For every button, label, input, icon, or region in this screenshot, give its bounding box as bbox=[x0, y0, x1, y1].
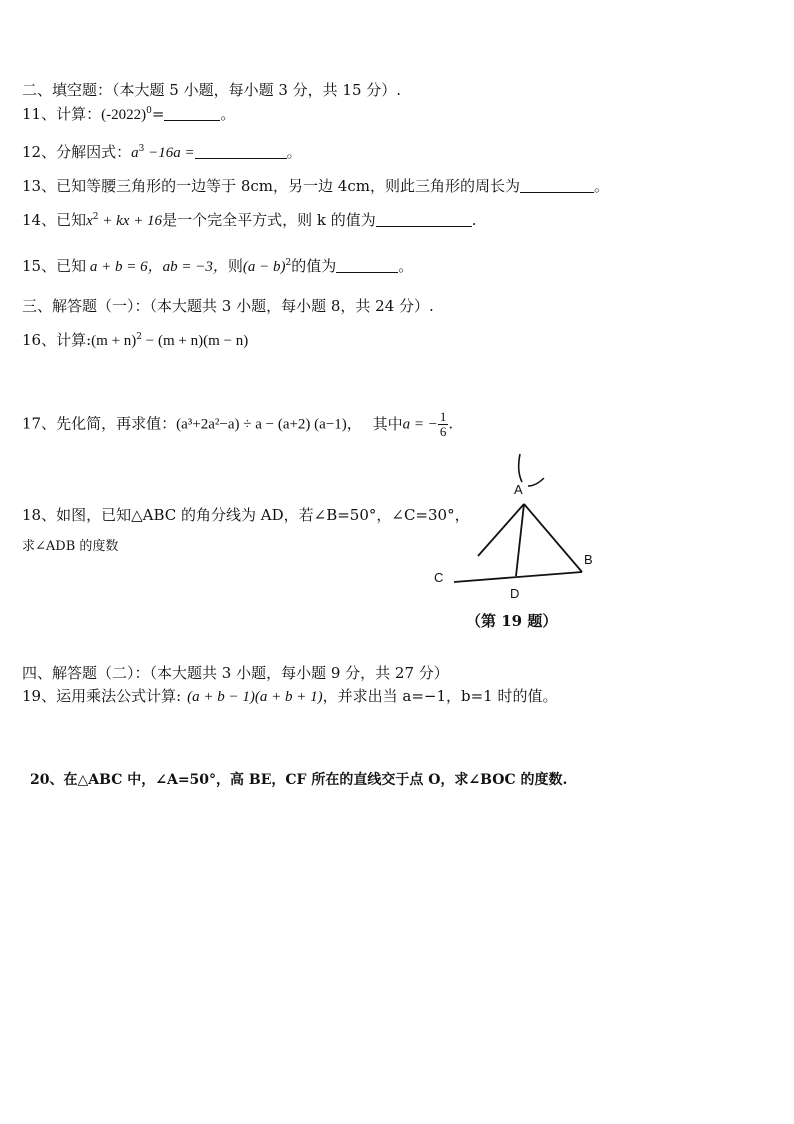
section-4-heading-text: 四、解答题（二）：（本大题共 3 小题，每小题 9 分，共 27 分） bbox=[22, 664, 449, 682]
section-3-heading-text: 三、解答题（一）：（本大题共 3 小题，每小题 8，共 24 分）. bbox=[22, 297, 434, 315]
section-4-heading bbox=[22, 663, 449, 683]
q14-end: . bbox=[471, 211, 477, 229]
label-B: B bbox=[584, 552, 593, 567]
side-AC bbox=[478, 504, 524, 556]
q13-answer-blank[interactable] bbox=[520, 178, 594, 193]
section-2-heading-text: 二、填空题：（本大题 5 小题，每小题 3 分，共 15 分）. bbox=[22, 81, 402, 99]
figure-caption: （第 19 题） bbox=[466, 612, 558, 630]
question-14 bbox=[22, 210, 476, 231]
q17-fraction bbox=[438, 410, 449, 439]
q14-expr-rest: + kx + 16 bbox=[98, 213, 163, 229]
q16-expr: (m + n) bbox=[91, 333, 137, 349]
pen-mark-2 bbox=[528, 478, 544, 486]
q12-expr-rest: −16a = bbox=[144, 145, 195, 161]
q18-text-2: 求∠ADB 的度数 bbox=[22, 539, 119, 554]
q16-label: 16、计算: bbox=[22, 331, 92, 349]
q16-exponent: 2 bbox=[136, 332, 143, 342]
q17-fraction-denominator: 6 bbox=[439, 424, 447, 439]
q13-end: 。 bbox=[593, 177, 609, 195]
q17-where: 其中 bbox=[372, 414, 403, 433]
question-11 bbox=[22, 104, 235, 125]
q14-label: 14、已知 bbox=[22, 211, 87, 229]
label-C: C bbox=[434, 570, 444, 585]
q19-label: 19、运用乘法公式计算: bbox=[22, 687, 182, 705]
q15-label: 15、已知 bbox=[22, 257, 87, 275]
question-15 bbox=[22, 256, 413, 277]
q17-fraction-numerator: 1 bbox=[439, 409, 447, 424]
side-CB bbox=[454, 572, 582, 582]
question-13 bbox=[22, 176, 609, 196]
question-18-line-2 bbox=[22, 537, 118, 557]
q12-answer-blank[interactable] bbox=[195, 144, 287, 159]
q17-expr: (a³+2a²−a) ÷ a − (a+2) (a−1)， bbox=[176, 416, 362, 433]
label-A: A bbox=[514, 482, 523, 497]
q14-x: x bbox=[86, 213, 93, 229]
question-20 bbox=[30, 770, 567, 790]
q14-tail: 是一个完全平方式，则 k 的值为 bbox=[162, 211, 376, 229]
q11-label: 11、计算： bbox=[22, 105, 102, 123]
q12-exponent: 3 bbox=[138, 144, 145, 154]
question-19 bbox=[22, 686, 558, 707]
pen-mark bbox=[519, 454, 522, 482]
q17-label: 17、先化简，再求值： bbox=[22, 414, 177, 433]
q13-text: 13、已知等腰三角形的一边等于 8cm，另一边 4cm，则此三角形的周长为 bbox=[22, 177, 520, 195]
question-16 bbox=[22, 330, 248, 351]
question-18-line-1 bbox=[22, 505, 470, 525]
q17-var: a = − bbox=[402, 416, 438, 433]
section-3-heading bbox=[22, 296, 434, 316]
q20-text: 20、在△ABC 中，∠A=50°，高 BE，CF 所在的直线交于点 O，求∠BOC 的度数. bbox=[30, 772, 568, 788]
q18-text-1: 18、如图，已知△ABC 的角分线为 AD，若∠B=50°，∠C=30°， bbox=[22, 506, 470, 524]
q15-condition: a + b = 6，ab = −3， bbox=[86, 259, 228, 275]
q15-answer-blank[interactable] bbox=[336, 258, 398, 273]
q15-mid: 则 bbox=[227, 257, 243, 275]
q15-end: 。 bbox=[398, 257, 414, 275]
q17-end: . bbox=[448, 414, 454, 433]
q11-exponent: 0 bbox=[146, 106, 152, 116]
bisector-AD bbox=[516, 504, 524, 576]
q14-exponent: 2 bbox=[92, 212, 99, 222]
side-AB bbox=[524, 504, 582, 572]
q19-tail: ，并求出当 a=−1，b=1 时的值。 bbox=[322, 687, 558, 705]
q14-answer-blank[interactable] bbox=[376, 212, 472, 227]
question-12 bbox=[22, 142, 302, 163]
q11-equals: = bbox=[151, 105, 165, 123]
q19-expr: (a + b − 1)(a + b + 1) bbox=[187, 689, 323, 705]
q16-expr-rest: − (m + n)(m − n) bbox=[142, 333, 249, 349]
section-2-heading bbox=[22, 80, 401, 100]
q15-exponent: 2 bbox=[285, 258, 292, 268]
question-17 bbox=[22, 410, 453, 439]
q15-tail: 的值为 bbox=[291, 257, 337, 275]
q11-end: 。 bbox=[220, 105, 236, 123]
q12-label: 12、分解因式： bbox=[22, 143, 132, 161]
q11-expr: (-2022) bbox=[101, 107, 147, 123]
q11-answer-blank[interactable] bbox=[164, 106, 220, 121]
label-D: D bbox=[510, 586, 520, 601]
q12-expr: a bbox=[131, 145, 139, 161]
q15-expr: (a − b) bbox=[242, 259, 286, 275]
q12-end: 。 bbox=[286, 143, 302, 161]
